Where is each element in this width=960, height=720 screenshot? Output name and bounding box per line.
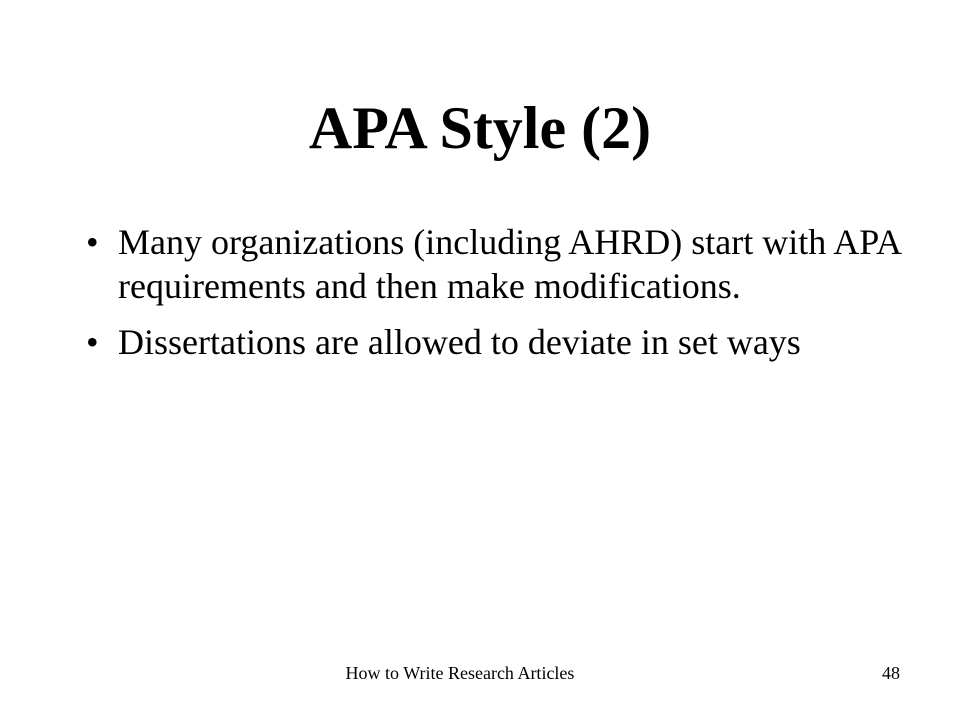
page-number: 48 (882, 663, 900, 683)
bullet-list (80, 220, 900, 376)
slide-title: APA Style (2) (308, 95, 652, 161)
bullet-text: Dissertations are allowed to deviate in set ways (118, 322, 801, 362)
bullet-icon: • (86, 222, 99, 262)
bullet-item (80, 320, 900, 364)
bullet-item (80, 220, 900, 308)
bullet-text: Many organizations (including AHRD) start with APA requirements and then make modifications. (118, 222, 900, 306)
bullet-icon: • (86, 322, 99, 362)
footer-title: How to Write Research Articles (345, 663, 575, 683)
